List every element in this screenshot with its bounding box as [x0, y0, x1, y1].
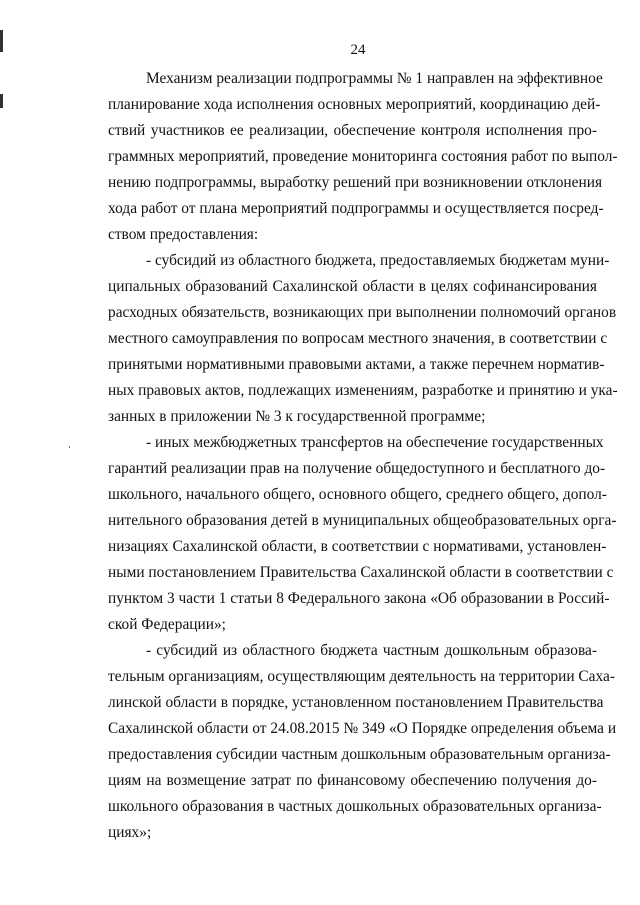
text-line: пунктом 3 части 1 статьи 8 Федерального закона «Об образовании в Россий- [108, 590, 610, 607]
text-line: Сахалинской области от 24.08.2015 № 349 «О Порядке определения объема и [108, 720, 617, 737]
text-line: ных правовых актов, подлежащих изменениям, разработке и принятию и ука- [108, 382, 618, 399]
text-line: линской области в порядке, установленном постановлением Правительства [108, 694, 604, 711]
text-line: - иных межбюджетных трансфертов на обеспечение государственных [146, 434, 604, 451]
text-line: принятыми нормативными правовыми актами, а также перечнем норматив- [108, 356, 605, 373]
text-line: расходных обязательств, возникающих при выполнении полномочий органов [108, 304, 617, 321]
scan-speck [69, 446, 70, 448]
text-line: тельным организациям, осуществляющим деятельность на территории Саха- [108, 668, 615, 685]
text-line: ципальных образований Сахалинской области в целях софинансирования [108, 278, 597, 295]
scan-edge-mark [0, 94, 3, 108]
text-line: планирование хода исполнения основных мероприятий, координацию дей- [108, 96, 601, 113]
text-line: занных в приложении № 3 к государственной программе; [108, 408, 486, 425]
text-line: - субсидий из областного бюджета частным дошкольным образова- [146, 642, 597, 659]
text-line: школьного, начального общего, основного общего, среднего общего, допол- [108, 486, 607, 503]
text-line: циям на возмещение затрат по финансовому обеспечению получения до- [108, 772, 597, 789]
text-line: ными постановлением Правительства Сахалинской области в соответствии с [108, 564, 614, 581]
text-line: гарантий реализации прав на получение общедоступного и бесплатного до- [108, 460, 606, 477]
text-line: низациях Сахалинской области, в соответствии с нормативами, установлен- [108, 538, 607, 555]
text-line: хода работ от плана мероприятий подпрограммы и осуществляется посред- [108, 200, 604, 217]
text-line: циях»; [108, 824, 152, 841]
text-line: ской Федерации»; [108, 616, 226, 633]
text-line: нительного образования детей в муниципальных общеобразовательных орга- [108, 512, 617, 529]
text-line: ством предоставления: [108, 226, 259, 243]
text-line: - субсидий из областного бюджета, предоставляемых бюджетам муни- [146, 252, 610, 269]
text-line: Механизм реализации подпрограммы № 1 направлен на эффективное [146, 70, 603, 87]
text-line: местного самоуправления по вопросам местного значения, в соответствии с [108, 330, 608, 347]
text-line: граммных мероприятий, проведение мониторинга состояния работ по выпол- [108, 148, 618, 165]
text-line: школьного образования в частных дошкольных образовательных организа- [108, 798, 602, 815]
text-line: предоставления субсидии частным дошкольным образовательным организа- [108, 746, 611, 763]
page-number: 24 [350, 42, 366, 58]
text-line: нению подпрограммы, выработку решений при возникновении отклонения [108, 174, 603, 191]
text-line: ствий участников ее реализации, обеспечение контроля исполнения про- [108, 122, 597, 139]
